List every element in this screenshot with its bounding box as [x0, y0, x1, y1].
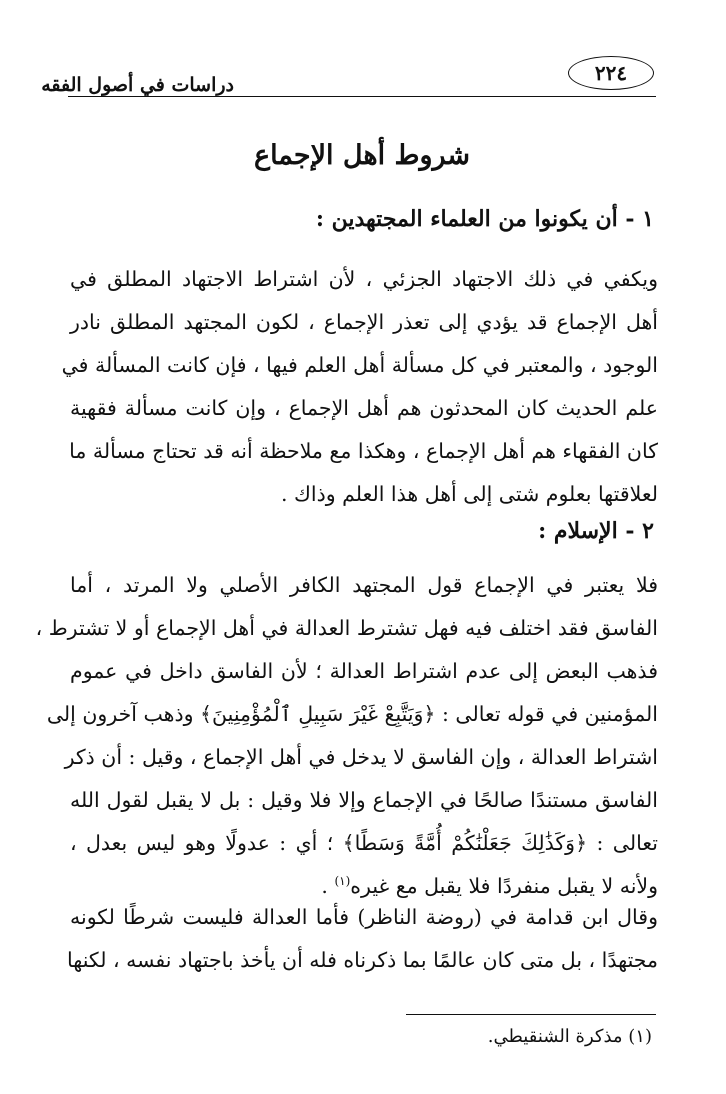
condition-1-paragraph: [61, 258, 658, 516]
paragraph-line: ويكفي في ذلك الاجتهاد الجزئي ، لأن اشتراط الاجتهاد المطلق في: [70, 267, 658, 291]
paragraph-line: لعلاقتها بعلوم شتى إلى أهل هذا العلم وذاك .: [280, 482, 658, 506]
condition-2-paragraph: [35, 564, 658, 908]
paragraph-line: اشتراط العدالة ، وإن الفاسق لا يدخل في أهل الإجماع ، وقيل : أن ذكر: [64, 745, 658, 769]
header-rule: [68, 96, 656, 97]
footnote-rule: [406, 1014, 656, 1015]
line-text: المؤمنين في قوله تعالى :: [441, 702, 658, 726]
running-header-title: دراسات في أصول الفقه: [41, 74, 234, 96]
line-text: وذهب آخرون إلى: [46, 702, 194, 726]
paragraph-line: مجتهدًا ، بل متى كان عالمًا بما ذكرناه فله أن يأخذ باجتهاد نفسه ، لكنها: [67, 948, 658, 972]
paragraph-line: الوجود ، والمعتبر في كل مسألة أهل العلم فيها ، فإن كانت المسألة في: [61, 353, 658, 377]
paragraph-line: أهل الإجماع قد يؤدي إلى تعذر الإجماع ، لكون المجتهد المطلق نادر: [70, 310, 658, 334]
line-text: .: [321, 874, 328, 898]
line-text: ؛ أي : عدولًا وهو ليس بعدل ،: [70, 831, 334, 855]
line-text: ولأنه لا يقبل منفردًا فلا يقبل مع غيره: [350, 874, 658, 898]
paragraph-line: فذهب البعض إلى عدم اشتراط العدالة ؛ لأن الفاسق داخل في عموم: [70, 659, 658, 683]
quran-verse: ﴿وَيَتَّبِعْ غَيْرَ سَبِيلِ ٱلْمُؤْمِنِينَ﴾: [200, 702, 436, 726]
condition-1-title: ١ - أن يكونوا من العلماء المجتهدين :: [315, 206, 654, 232]
quran-verse: ﴿وَكَذَٰلِكَ جَعَلْنَٰكُمْ أُمَّةً وَسَطًا﴾: [342, 831, 588, 855]
paragraph-3: [67, 896, 658, 982]
section-title: شروط أهل الإجماع: [253, 140, 471, 171]
paragraph-line-with-verse: [70, 822, 658, 865]
condition-2-title: ٢ - الإسلام :: [538, 518, 654, 544]
footnote-marker: (١): [334, 874, 351, 889]
paragraph-line-with-verse: [46, 693, 658, 736]
paragraph-line: فلا يعتبر في الإجماع قول المجتهد الكافر الأصلي ولا المرتد ، أما: [70, 573, 658, 597]
paragraph-line: الفاسق مستندًا صالحًا في الإجماع وإلا فلا وقيل : بل لا يقبل لقول الله: [70, 788, 658, 812]
paragraph-line: وقال ابن قدامة في (روضة الناظر) فأما العدالة فليست شرطًا لكونه: [70, 905, 658, 929]
footnote: (١) مذكرة الشنقيطي.: [487, 1026, 652, 1047]
page-number-badge: ٢٢٤: [568, 56, 654, 90]
paragraph-line: كان الفقهاء هم أهل الإجماع ، وهكذا مع ملاحظة أنه قد تحتاج مسألة ما: [69, 439, 658, 463]
paragraph-line: علم الحديث كان المحدثون هم أهل الإجماع ، وإن كانت مسألة فقهية: [70, 396, 658, 420]
paragraph-line: الفاسق فقد اختلف فيه فهل تشترط العدالة في أهل الإجماع أو لا تشترط ،: [35, 616, 658, 640]
line-text: تعالى :: [596, 831, 658, 855]
